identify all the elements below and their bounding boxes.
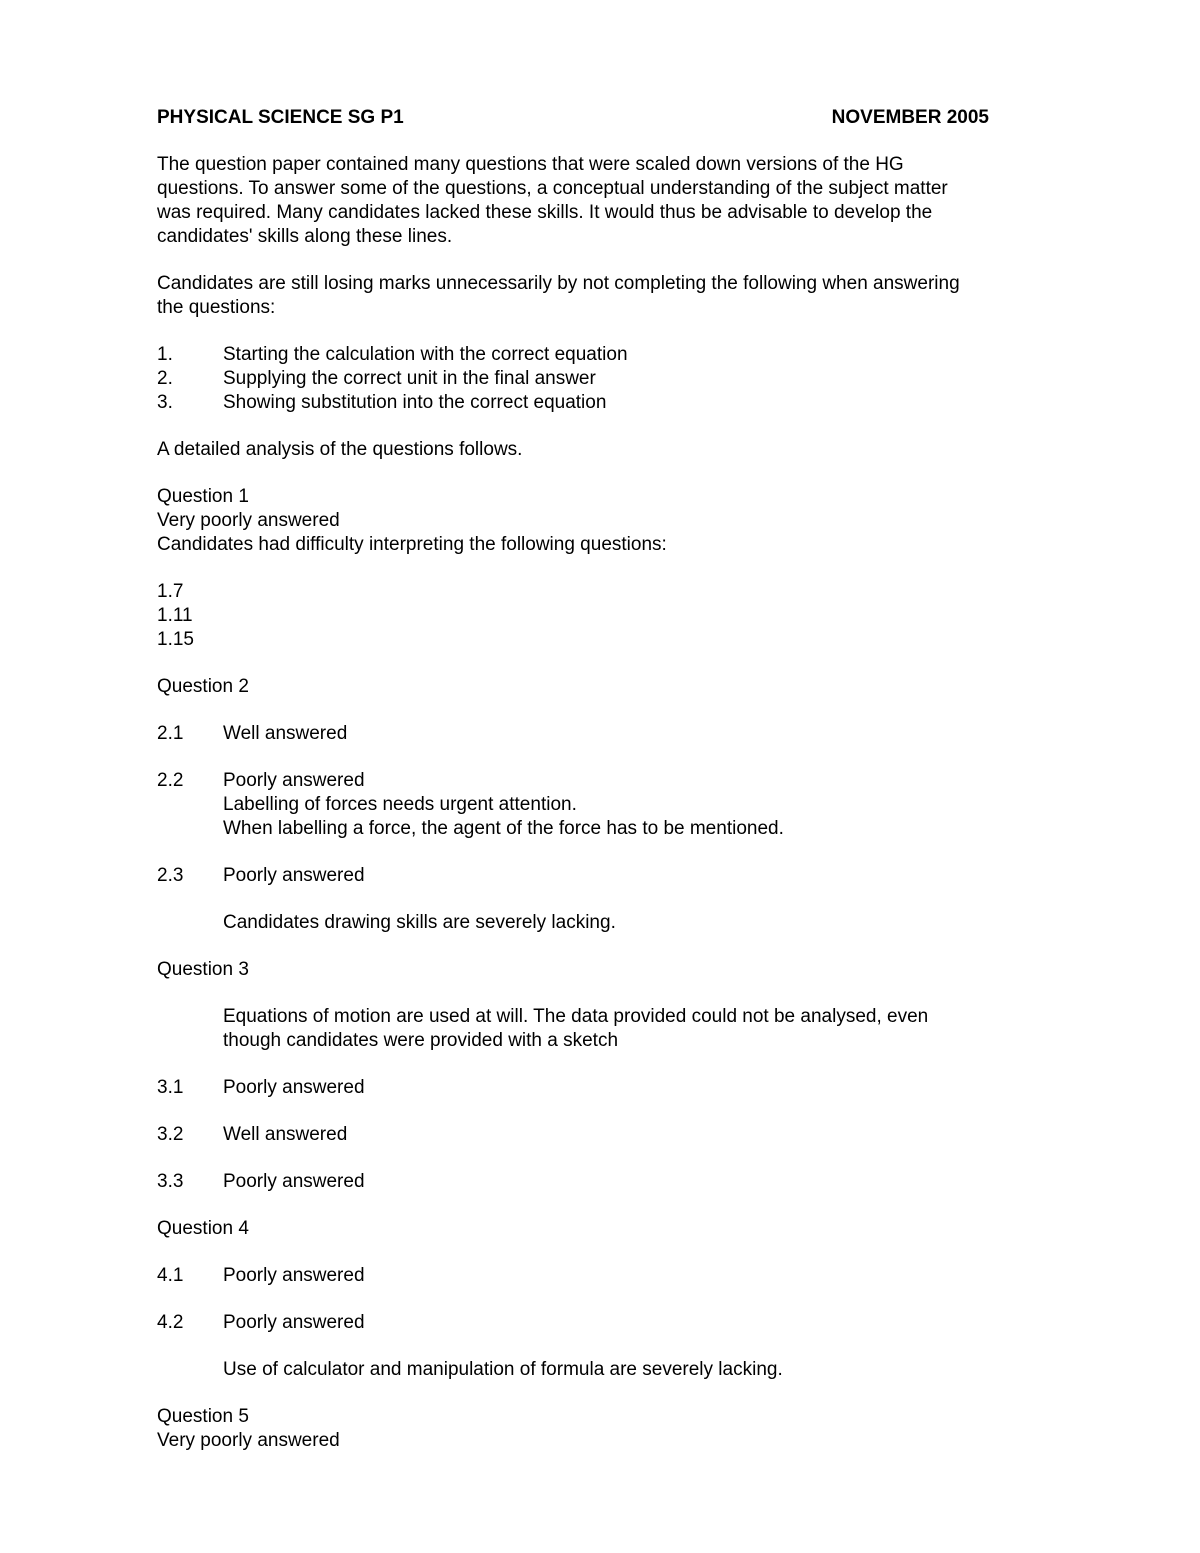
- sub-question-number: 4.2: [157, 1312, 184, 1333]
- sub-question-number: 4.1: [157, 1265, 184, 1286]
- sub-question-comment: Poorly answered: [223, 1265, 365, 1286]
- sub-question: [157, 1170, 1027, 1194]
- sub-question-note: When labelling a force, the agent of the force has to be mentioned.: [223, 818, 784, 839]
- question-title: Question 2: [157, 676, 249, 697]
- list-number: 1.: [157, 344, 173, 365]
- sub-question-comment: Well answered: [223, 1124, 348, 1145]
- sub-question: [157, 1264, 1027, 1288]
- intro-line: The question paper contained many questions that were scaled down versions of the HG: [157, 154, 904, 175]
- question-3-section: [157, 958, 1027, 1194]
- question-comment: Candidates had difficulty interpreting the following questions:: [157, 534, 667, 555]
- document-page: [157, 106, 1027, 1453]
- question-comment: Very poorly answered: [157, 1430, 340, 1451]
- question-note: Equations of motion are used at will. The data provided could not be analysed, even: [223, 1006, 929, 1027]
- sub-question-number: 2.1: [157, 723, 184, 744]
- sub-question-number: 3.3: [157, 1171, 184, 1192]
- question-title: Question 3: [157, 959, 249, 980]
- list-item: [157, 343, 1027, 367]
- question-5-section: [157, 1405, 1027, 1453]
- sub-question-comment: Poorly answered: [223, 1312, 365, 1333]
- question-number-item: 1.11: [157, 605, 193, 626]
- question-2-section: [157, 675, 1027, 935]
- analysis-line: A detailed analysis of the questions follows.: [157, 439, 523, 460]
- question-number-item: 1.15: [157, 629, 194, 650]
- list-text: Showing substitution into the correct equation: [223, 392, 607, 413]
- question-note: though candidates were provided with a sketch: [223, 1030, 619, 1051]
- question-1-section: [157, 485, 1027, 652]
- header-date: NOVEMBER 2005: [831, 107, 989, 128]
- sub-question: [157, 769, 1027, 793]
- sub-question-comment: Poorly answered: [223, 1171, 365, 1192]
- losing-marks-paragraph: [157, 272, 1027, 320]
- sub-question-number: 2.2: [157, 770, 184, 791]
- list-number: 3.: [157, 392, 173, 413]
- sub-question-number: 2.3: [157, 865, 184, 886]
- list-number: 2.: [157, 368, 173, 389]
- question-title: Question 4: [157, 1218, 249, 1239]
- question-note: Use of calculator and manipulation of formula are severely lacking.: [223, 1359, 783, 1380]
- sub-question-comment: Poorly answered: [223, 770, 365, 791]
- sub-question-note: Candidates drawing skills are severely lacking.: [223, 912, 616, 933]
- header-subject: PHYSICAL SCIENCE SG P1: [157, 107, 404, 128]
- list-item: [157, 391, 1027, 415]
- sub-question: [157, 864, 1027, 888]
- question-comment: Very poorly answered: [157, 510, 340, 531]
- sub-question-note: Labelling of forces needs urgent attention.: [223, 794, 577, 815]
- question-number-item: 1.7: [157, 581, 184, 602]
- sub-question-number: 3.2: [157, 1124, 184, 1145]
- losing-line: Candidates are still losing marks unnecessarily by not completing the following when answering: [157, 273, 960, 294]
- sub-question: [157, 1076, 1027, 1100]
- sub-question-comment: Poorly answered: [223, 1077, 365, 1098]
- intro-line: candidates' skills along these lines.: [157, 226, 453, 247]
- sub-question: [157, 1311, 1027, 1335]
- sub-question-comment: Poorly answered: [223, 865, 365, 886]
- intro-line: questions. To answer some of the questions, a conceptual understanding of the subject matter: [157, 178, 948, 199]
- question-title: Question 1: [157, 486, 249, 507]
- document-header: [157, 106, 989, 130]
- sub-question-comment: Well answered: [223, 723, 348, 744]
- sub-question: [157, 722, 1027, 746]
- sub-question: [157, 1123, 1027, 1147]
- intro-paragraph: [157, 153, 1027, 249]
- intro-line: was required. Many candidates lacked these skills. It would thus be advisable to develop the: [157, 202, 933, 223]
- steps-list: [157, 343, 1027, 415]
- question-4-section: [157, 1217, 1027, 1382]
- losing-line: the questions:: [157, 297, 276, 318]
- list-item: [157, 367, 1027, 391]
- list-text: Supplying the correct unit in the final answer: [223, 368, 596, 389]
- sub-question-number: 3.1: [157, 1077, 184, 1098]
- list-text: Starting the calculation with the correct equation: [223, 344, 628, 365]
- question-title: Question 5: [157, 1406, 249, 1427]
